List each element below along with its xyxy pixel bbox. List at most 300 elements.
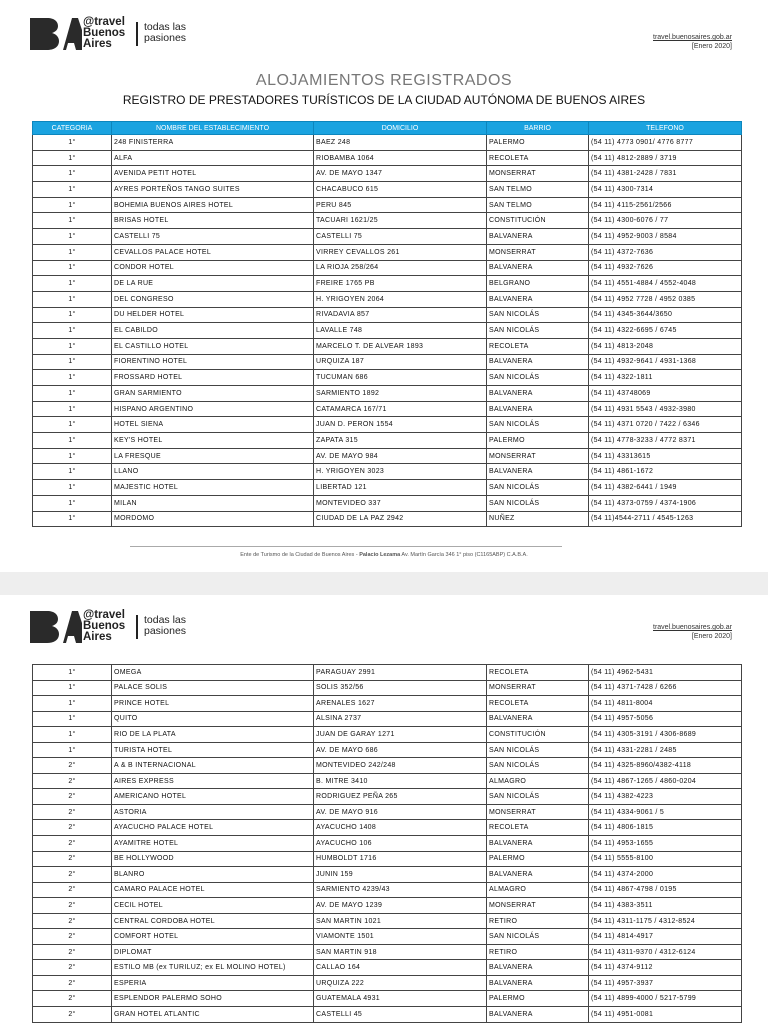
cell-categoria: 1° xyxy=(33,433,112,449)
table-row xyxy=(33,758,742,774)
cell-nombre: MILAN xyxy=(112,495,314,511)
table-row xyxy=(33,307,742,323)
cell-nombre: DEL CONGRESO xyxy=(112,291,314,307)
cell-categoria: 1° xyxy=(33,354,112,370)
cell-barrio: SAN NICOLÁS xyxy=(487,789,589,805)
cell-categoria: 2° xyxy=(33,804,112,820)
cell-nombre: EL CABILDO xyxy=(112,323,314,339)
cell-telefono: (54 11) 4371-7428 / 6266 xyxy=(589,680,742,696)
table-row xyxy=(33,354,742,370)
accommodations-table-continued xyxy=(32,664,742,1023)
cell-telefono: (54 11) 4953-1655 xyxy=(589,836,742,852)
accommodations-table xyxy=(32,121,742,527)
cell-domicilio: BAEZ 248 xyxy=(314,135,487,151)
cell-barrio: BALVANERA xyxy=(487,229,589,245)
cell-categoria: 1° xyxy=(33,511,112,527)
cell-telefono: (54 11) 4957-5056 xyxy=(589,711,742,727)
table-row xyxy=(33,464,742,480)
cell-domicilio: AV. DE MAYO 1239 xyxy=(314,898,487,914)
cell-domicilio: PERU 845 xyxy=(314,197,487,213)
cell-categoria: 2° xyxy=(33,851,112,867)
cell-barrio: RETIRO xyxy=(487,944,589,960)
cell-domicilio: LIBERTAD 121 xyxy=(314,480,487,496)
site-date: [Enero 2020] xyxy=(691,43,732,50)
table-row xyxy=(33,820,742,836)
cell-barrio: PALERMO xyxy=(487,851,589,867)
cell-telefono: (54 11) 4932-7626 xyxy=(589,260,742,276)
cell-categoria: 2° xyxy=(33,1007,112,1023)
table-row xyxy=(33,433,742,449)
table-body xyxy=(33,135,742,527)
cell-nombre: RIO DE LA PLATA xyxy=(112,727,314,743)
cell-domicilio: RIOBAMBA 1064 xyxy=(314,150,487,166)
cell-nombre: CAMARO PALACE HOTEL xyxy=(112,882,314,898)
cell-barrio: MONSERRAT xyxy=(487,804,589,820)
cell-telefono: (54 11) 4373-0759 / 4374-1906 xyxy=(589,495,742,511)
cell-barrio: ALMAGRO xyxy=(487,773,589,789)
cell-domicilio: TACUARI 1621/25 xyxy=(314,213,487,229)
cell-nombre: MAJESTIC HOTEL xyxy=(112,480,314,496)
table-row xyxy=(33,386,742,402)
cell-barrio: RECOLETA xyxy=(487,338,589,354)
cell-barrio: PALERMO xyxy=(487,433,589,449)
cell-categoria: 2° xyxy=(33,944,112,960)
cell-telefono: (54 11) 4813-2048 xyxy=(589,338,742,354)
cell-domicilio: CHACABUCO 615 xyxy=(314,182,487,198)
cell-nombre: HOTEL SIENA xyxy=(112,417,314,433)
cell-nombre: CEVALLOS PALACE HOTEL xyxy=(112,244,314,260)
header-domicilio: DOMICILIO xyxy=(314,122,487,135)
site-date: [Enero 2020] xyxy=(691,633,732,640)
cell-barrio: CONSTITUCIÓN xyxy=(487,213,589,229)
cell-barrio: RECOLETA xyxy=(487,665,589,681)
cell-telefono: (54 11) 4931 5543 / 4932-3980 xyxy=(589,401,742,417)
cell-barrio: BALVANERA xyxy=(487,464,589,480)
table-row xyxy=(33,773,742,789)
table-row xyxy=(33,680,742,696)
cell-domicilio: FREIRE 1765 PB xyxy=(314,276,487,292)
site-url-link[interactable]: travel.buenosaires.gob.ar xyxy=(653,624,732,631)
cell-barrio: SAN TELMO xyxy=(487,182,589,198)
cell-telefono: (54 11) 4374-2000 xyxy=(589,867,742,883)
cell-telefono: (54 11) 4962-5431 xyxy=(589,665,742,681)
page-footer: Ente de Turismo de la Ciudad de Buenos Aires - Palacio Lezama Av. Martín García 346 1° piso (C1165ABP) C.A.B.A. xyxy=(240,552,528,558)
cell-nombre: FIORENTINO HOTEL xyxy=(112,354,314,370)
cell-telefono: (54 11) 4383-3511 xyxy=(589,898,742,914)
table-row xyxy=(33,975,742,991)
table-row xyxy=(33,197,742,213)
cell-domicilio: URQUIZA 187 xyxy=(314,354,487,370)
site-url-link[interactable]: travel.buenosaires.gob.ar xyxy=(653,34,732,41)
cell-nombre: 248 FINISTERRA xyxy=(112,135,314,151)
cell-domicilio: MARCELO T. DE ALVEAR 1893 xyxy=(314,338,487,354)
cell-telefono: (54 11) 4773 0901/ 4776 8777 xyxy=(589,135,742,151)
cell-telefono: (54 11) 4372-7636 xyxy=(589,244,742,260)
table-row xyxy=(33,867,742,883)
table-row xyxy=(33,213,742,229)
cell-nombre: DU HELDER HOTEL xyxy=(112,307,314,323)
logo-divider xyxy=(136,615,138,639)
cell-nombre: ESTILO MB (ex TURILUZ; ex EL MOLINO HOTEL) xyxy=(112,960,314,976)
cell-barrio: BELGRANO xyxy=(487,276,589,292)
cell-nombre: CONDOR HOTEL xyxy=(112,260,314,276)
cell-categoria: 1° xyxy=(33,495,112,511)
cell-domicilio: RODRIGUEZ PEÑA 265 xyxy=(314,789,487,805)
cell-domicilio: AV. DE MAYO 916 xyxy=(314,804,487,820)
cell-telefono: (54 11) 4806-1815 xyxy=(589,820,742,836)
cell-telefono: (54 11) 4345-3644/3650 xyxy=(589,307,742,323)
cell-categoria: 1° xyxy=(33,229,112,245)
logo-tagline: todas las pasiones xyxy=(144,614,187,637)
table-row xyxy=(33,882,742,898)
cell-nombre: DE LA RUE xyxy=(112,276,314,292)
cell-nombre: QUITO xyxy=(112,711,314,727)
cell-barrio: BALVANERA xyxy=(487,354,589,370)
cell-domicilio: URQUIZA 222 xyxy=(314,975,487,991)
cell-telefono: (54 11) 4932-9641 / 4931-1368 xyxy=(589,354,742,370)
cell-telefono: (54 11) 4311-1175 / 4312-8524 xyxy=(589,913,742,929)
cell-domicilio: JUAN DE GARAY 1271 xyxy=(314,727,487,743)
cell-telefono: (54 11) 4867-1265 / 4860-0204 xyxy=(589,773,742,789)
cell-telefono: (54 11) 4300-6076 / 77 xyxy=(589,213,742,229)
cell-categoria: 1° xyxy=(33,464,112,480)
cell-barrio: BALVANERA xyxy=(487,836,589,852)
cell-nombre: LLANO xyxy=(112,464,314,480)
cell-barrio: SAN NICOLÁS xyxy=(487,480,589,496)
table-row xyxy=(33,991,742,1007)
cell-barrio: BALVANERA xyxy=(487,386,589,402)
cell-domicilio: VIAMONTE 1501 xyxy=(314,929,487,945)
cell-categoria: 2° xyxy=(33,991,112,1007)
cell-barrio: BALVANERA xyxy=(487,401,589,417)
cell-telefono: (54 11) 4311-9370 / 4312-6124 xyxy=(589,944,742,960)
logo-text: @travel Buenos Aires xyxy=(83,16,126,50)
cell-nombre: CASTELLI 75 xyxy=(112,229,314,245)
ba-logo-icon xyxy=(30,18,82,50)
cell-categoria: 1° xyxy=(33,711,112,727)
cell-domicilio: AV. DE MAYO 1347 xyxy=(314,166,487,182)
table-row xyxy=(33,244,742,260)
cell-barrio: BALVANERA xyxy=(487,260,589,276)
cell-barrio: BALVANERA xyxy=(487,867,589,883)
cell-nombre: BRISAS HOTEL xyxy=(112,213,314,229)
cell-telefono: (54 11) 4371 0720 / 7422 / 6346 xyxy=(589,417,742,433)
cell-domicilio: MONTEVIDEO 242/248 xyxy=(314,758,487,774)
table-row xyxy=(33,448,742,464)
document-page-2 xyxy=(0,595,768,1024)
cell-nombre: PRINCE HOTEL xyxy=(112,696,314,712)
table-row xyxy=(33,929,742,945)
table-row xyxy=(33,480,742,496)
cell-domicilio: TUCUMAN 686 xyxy=(314,370,487,386)
cell-barrio: MONSERRAT xyxy=(487,898,589,914)
cell-categoria: 2° xyxy=(33,820,112,836)
cell-nombre: EL CASTILLO HOTEL xyxy=(112,338,314,354)
cell-barrio: ALMAGRO xyxy=(487,882,589,898)
cell-barrio: SAN NICOLÁS xyxy=(487,742,589,758)
cell-telefono: (54 11) 4331-2281 / 2485 xyxy=(589,742,742,758)
cell-domicilio: H. YRIGOYEN 2064 xyxy=(314,291,487,307)
cell-domicilio: B. MITRE 3410 xyxy=(314,773,487,789)
cell-barrio: RETIRO xyxy=(487,913,589,929)
table-body xyxy=(33,665,742,1023)
table-row xyxy=(33,323,742,339)
cell-domicilio: LA RIOJA 258/264 xyxy=(314,260,487,276)
cell-nombre: COMFORT HOTEL xyxy=(112,929,314,945)
cell-domicilio: JUNIN 159 xyxy=(314,867,487,883)
cell-domicilio: ALSINA 2737 xyxy=(314,711,487,727)
cell-domicilio: SOLIS 352/56 xyxy=(314,680,487,696)
cell-nombre: MORDOMO xyxy=(112,511,314,527)
cell-categoria: 1° xyxy=(33,197,112,213)
cell-telefono: (54 11) 4374-9112 xyxy=(589,960,742,976)
table-row xyxy=(33,276,742,292)
cell-categoria: 1° xyxy=(33,182,112,198)
table-row xyxy=(33,260,742,276)
cell-domicilio: SARMIENTO 4239/43 xyxy=(314,882,487,898)
cell-telefono: (54 11) 4305-3191 / 4306-8689 xyxy=(589,727,742,743)
cell-categoria: 1° xyxy=(33,291,112,307)
cell-nombre: AVENIDA PETIT HOTEL xyxy=(112,166,314,182)
cell-nombre: AYACUCHO PALACE HOTEL xyxy=(112,820,314,836)
cell-categoria: 2° xyxy=(33,758,112,774)
table-row xyxy=(33,291,742,307)
cell-nombre: GRAN HOTEL ATLANTIC xyxy=(112,1007,314,1023)
cell-nombre: ESPERIA xyxy=(112,975,314,991)
cell-barrio: MONSERRAT xyxy=(487,448,589,464)
cell-barrio: SAN NICOLÁS xyxy=(487,307,589,323)
table-row xyxy=(33,370,742,386)
table-row xyxy=(33,182,742,198)
cell-telefono: (54 11) 4952 7728 / 4952 0385 xyxy=(589,291,742,307)
cell-categoria: 1° xyxy=(33,742,112,758)
table-row xyxy=(33,495,742,511)
page-subtitle: REGISTRO DE PRESTADORES TURÍSTICOS DE LA CIUDAD AUTÓNOMA DE BUENOS AIRES xyxy=(122,93,646,107)
table-row xyxy=(33,511,742,527)
cell-domicilio: SAN MARTIN 1021 xyxy=(314,913,487,929)
table-row xyxy=(33,960,742,976)
cell-categoria: 1° xyxy=(33,260,112,276)
cell-domicilio: RIVADAVIA 857 xyxy=(314,307,487,323)
cell-telefono: (54 11) 43313615 xyxy=(589,448,742,464)
cell-nombre: CECIL HOTEL xyxy=(112,898,314,914)
cell-domicilio: AV. DE MAYO 686 xyxy=(314,742,487,758)
ba-logo-icon xyxy=(30,611,82,643)
header-categoria: CATEGORIA xyxy=(33,122,112,135)
cell-domicilio: PARAGUAY 2991 xyxy=(314,665,487,681)
table-row xyxy=(33,913,742,929)
header-barrio: BARRIO xyxy=(487,122,589,135)
cell-nombre: AYRES PORTEÑOS TANGO SUITES xyxy=(112,182,314,198)
cell-categoria: 1° xyxy=(33,370,112,386)
cell-barrio: SAN NICOLÁS xyxy=(487,758,589,774)
cell-barrio: BALVANERA xyxy=(487,711,589,727)
cell-nombre: CENTRAL CORDOBA HOTEL xyxy=(112,913,314,929)
cell-barrio: BALVANERA xyxy=(487,960,589,976)
cell-categoria: 2° xyxy=(33,882,112,898)
cell-domicilio: GUATEMALA 4931 xyxy=(314,991,487,1007)
footer-divider xyxy=(130,546,562,547)
cell-domicilio: JUAN D. PERON 1554 xyxy=(314,417,487,433)
cell-domicilio: CALLAO 164 xyxy=(314,960,487,976)
cell-nombre: A & B INTERNACIONAL xyxy=(112,758,314,774)
cell-telefono: (54 11) 4812-2889 / 3719 xyxy=(589,150,742,166)
logo-text: @travel Buenos Aires xyxy=(83,609,126,643)
logo-divider xyxy=(136,22,138,46)
table-row xyxy=(33,401,742,417)
cell-nombre: FROSSARD HOTEL xyxy=(112,370,314,386)
cell-telefono: (54 11) 4861-1672 xyxy=(589,464,742,480)
table-row xyxy=(33,229,742,245)
table-row xyxy=(33,898,742,914)
table-row xyxy=(33,727,742,743)
cell-telefono: (54 11) 4381-2428 / 7831 xyxy=(589,166,742,182)
cell-categoria: 1° xyxy=(33,417,112,433)
cell-domicilio: MONTEVIDEO 337 xyxy=(314,495,487,511)
cell-domicilio: AV. DE MAYO 984 xyxy=(314,448,487,464)
cell-nombre: AIRES EXPRESS xyxy=(112,773,314,789)
table-row xyxy=(33,696,742,712)
table-row xyxy=(33,150,742,166)
cell-telefono: (54 11) 4382-4223 xyxy=(589,789,742,805)
cell-telefono: (54 11) 4322-6695 / 6745 xyxy=(589,323,742,339)
table-row xyxy=(33,836,742,852)
cell-nombre: BLANRO xyxy=(112,867,314,883)
cell-domicilio: ARENALES 1627 xyxy=(314,696,487,712)
table-row xyxy=(33,711,742,727)
table-row xyxy=(33,338,742,354)
logo-tagline: todas las pasiones xyxy=(144,21,187,44)
cell-categoria: 1° xyxy=(33,323,112,339)
header-nombre: NOMBRE DEL ESTABLECIMIENTO xyxy=(112,122,314,135)
cell-categoria: 1° xyxy=(33,166,112,182)
cell-categoria: 1° xyxy=(33,480,112,496)
cell-telefono: (54 11) 4382-6441 / 1949 xyxy=(589,480,742,496)
cell-categoria: 2° xyxy=(33,773,112,789)
cell-categoria: 2° xyxy=(33,929,112,945)
cell-telefono: (54 11) 4952-9003 / 8584 xyxy=(589,229,742,245)
cell-domicilio: CASTELLI 45 xyxy=(314,1007,487,1023)
cell-domicilio: LAVALLE 748 xyxy=(314,323,487,339)
cell-barrio: PALERMO xyxy=(487,135,589,151)
cell-nombre: PALACE SOLIS xyxy=(112,680,314,696)
cell-telefono: (54 11) 4899-4000 / 5217-5799 xyxy=(589,991,742,1007)
cell-telefono: (54 11) 4814-4917 xyxy=(589,929,742,945)
cell-domicilio: VIRREY CEVALLOS 261 xyxy=(314,244,487,260)
table-row xyxy=(33,851,742,867)
cell-domicilio: AYACUCHO 106 xyxy=(314,836,487,852)
cell-barrio: BALVANERA xyxy=(487,1007,589,1023)
cell-categoria: 1° xyxy=(33,696,112,712)
cell-telefono: (54 11) 4115-2561/2566 xyxy=(589,197,742,213)
cell-domicilio: HUMBOLDT 1716 xyxy=(314,851,487,867)
cell-barrio: MONSERRAT xyxy=(487,680,589,696)
table-row xyxy=(33,665,742,681)
cell-telefono: (54 11) 4300-7314 xyxy=(589,182,742,198)
cell-telefono: (54 11) 4811-8004 xyxy=(589,696,742,712)
cell-domicilio: SARMIENTO 1892 xyxy=(314,386,487,402)
cell-telefono: (54 11) 5555-8100 xyxy=(589,851,742,867)
cell-categoria: 2° xyxy=(33,836,112,852)
cell-categoria: 1° xyxy=(33,338,112,354)
cell-telefono: (54 11) 4325-8960/4382-4118 xyxy=(589,758,742,774)
cell-barrio: MONSERRAT xyxy=(487,166,589,182)
cell-barrio: BALVANERA xyxy=(487,291,589,307)
table-row xyxy=(33,742,742,758)
cell-domicilio: CIUDAD DE LA PAZ 2942 xyxy=(314,511,487,527)
table-row xyxy=(33,789,742,805)
cell-domicilio: SAN MARTIN 918 xyxy=(314,944,487,960)
cell-barrio: SAN TELMO xyxy=(487,197,589,213)
cell-categoria: 1° xyxy=(33,448,112,464)
cell-domicilio: ZAPATA 315 xyxy=(314,433,487,449)
table-row xyxy=(33,135,742,151)
cell-categoria: 2° xyxy=(33,898,112,914)
cell-barrio: RECOLETA xyxy=(487,820,589,836)
cell-nombre: LA FRESQUE xyxy=(112,448,314,464)
cell-barrio: RECOLETA xyxy=(487,696,589,712)
cell-categoria: 1° xyxy=(33,244,112,260)
site-info xyxy=(653,33,732,51)
cell-telefono: (54 11)4544-2711 / 4545-1263 xyxy=(589,511,742,527)
table-row xyxy=(33,1007,742,1023)
cell-telefono: (54 11) 4951-0081 xyxy=(589,1007,742,1023)
cell-categoria: 2° xyxy=(33,789,112,805)
cell-nombre: BOHEMIA BUENOS AIRES HOTEL xyxy=(112,197,314,213)
cell-nombre: AYAMITRE HOTEL xyxy=(112,836,314,852)
cell-categoria: 1° xyxy=(33,680,112,696)
cell-barrio: SAN NICOLÁS xyxy=(487,417,589,433)
cell-barrio: SAN NICOLÁS xyxy=(487,323,589,339)
cell-categoria: 2° xyxy=(33,960,112,976)
cell-categoria: 1° xyxy=(33,150,112,166)
cell-telefono: (54 11) 4957-3937 xyxy=(589,975,742,991)
page-separator xyxy=(0,572,768,595)
cell-nombre: BE HOLLYWOOD xyxy=(112,851,314,867)
cell-telefono: (54 11) 4322-1811 xyxy=(589,370,742,386)
cell-nombre: AMERICANO HOTEL xyxy=(112,789,314,805)
cell-nombre: TURISTA HOTEL xyxy=(112,742,314,758)
cell-barrio: NUÑEZ xyxy=(487,511,589,527)
cell-barrio: CONSTITUCIÓN xyxy=(487,727,589,743)
cell-domicilio: AYACUCHO 1408 xyxy=(314,820,487,836)
cell-categoria: 1° xyxy=(33,135,112,151)
table-header-row xyxy=(33,122,742,135)
cell-categoria: 2° xyxy=(33,867,112,883)
cell-telefono: (54 11) 43748069 xyxy=(589,386,742,402)
page-title: ALOJAMIENTOS REGISTRADOS xyxy=(255,72,513,89)
cell-categoria: 1° xyxy=(33,386,112,402)
cell-barrio: BALVANERA xyxy=(487,975,589,991)
cell-categoria: 1° xyxy=(33,727,112,743)
cell-telefono: (54 11) 4334-9061 / 5 xyxy=(589,804,742,820)
cell-nombre: ASTORIA xyxy=(112,804,314,820)
cell-categoria: 1° xyxy=(33,276,112,292)
cell-domicilio: CATAMARCA 167/71 xyxy=(314,401,487,417)
cell-barrio: SAN NICOLÁS xyxy=(487,495,589,511)
table-row xyxy=(33,417,742,433)
cell-nombre: OMEGA xyxy=(112,665,314,681)
cell-barrio: SAN NICOLÁS xyxy=(487,929,589,945)
cell-nombre: ALFA xyxy=(112,150,314,166)
site-info xyxy=(653,623,732,641)
table-row xyxy=(33,804,742,820)
cell-categoria: 1° xyxy=(33,401,112,417)
cell-barrio: RECOLETA xyxy=(487,150,589,166)
cell-categoria: 2° xyxy=(33,975,112,991)
cell-nombre: KEY'S HOTEL xyxy=(112,433,314,449)
table-row xyxy=(33,166,742,182)
